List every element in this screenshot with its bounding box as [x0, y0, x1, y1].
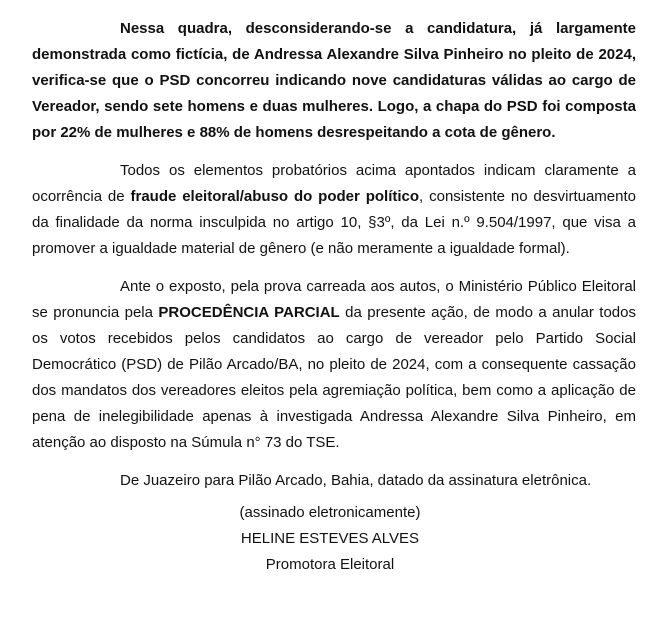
paragraph-ruling: [32, 274, 636, 456]
signatory-name: HELINE ESTEVES ALVES: [240, 530, 420, 547]
signatory-role: Promotora Eleitoral: [265, 556, 395, 573]
paragraph-electoral-fraud-text-c: , consistente no desvirtuamento da finalidade da norma insculpida no artigo 10, §3º, da Lei n.º 9.504/1997, que visa a promover a igualdade material de gênero (e não meramente a igualdade formal).: [32, 188, 636, 257]
document-body: [32, 16, 636, 494]
signature-block: [0, 500, 660, 578]
paragraph-ruling-text-a: Ante o exposto, pela prova carreada aos autos, o Ministério Público Eleitoral se pronuncia pela: [32, 278, 636, 321]
paragraph-conclusion-quota: Nessa quadra, desconsiderando-se a candidatura, já largamente demonstrada como fictícia, de Andressa Alexandre Silva Pinheiro no pleito de 2024, verifica-se que o PSD concorreu indicando nove candidaturas válidas ao cargo de Vereador, sendo sete homens e duas mulheres. Logo, a chapa do PSD foi composta por 22% de mulheres e 88% de homens desrespeitando a cota de gênero.: [32, 20, 636, 141]
ruling-emphasis: PROCEDÊNCIA PARCIAL: [158, 304, 340, 321]
paragraph-place-date: De Juazeiro para Pilão Arcado, Bahia, datado da assinatura eletrônica.: [120, 472, 592, 489]
paragraph-ruling-text-c: da presente ação, de modo a anular todos os votos recebidos pelos candidatos ao cargo de vereador pelo Partido Social Democrático (PSD) de Pilão Arcado/BA, no pleito de 2024, com a consequente cassação dos mandatos dos vereadores eleitos pela agremiação política, bem como a aplicação de pena de inelegibilidade apenas à investigada Andressa Alexandre Silva Pinheiro, em atenção ao disposto na Súmula n° 73 do TSE.: [32, 304, 636, 451]
signature-note: (assinado eletronicamente): [239, 504, 421, 521]
paragraph-electoral-fraud-text-a: Todos os elementos probatórios acima apontados indicam claramente a ocorrência de: [32, 162, 636, 205]
electoral-fraud-emphasis: fraude eleitoral/abuso do poder político: [130, 188, 420, 205]
paragraph-electoral-fraud: [32, 158, 636, 262]
